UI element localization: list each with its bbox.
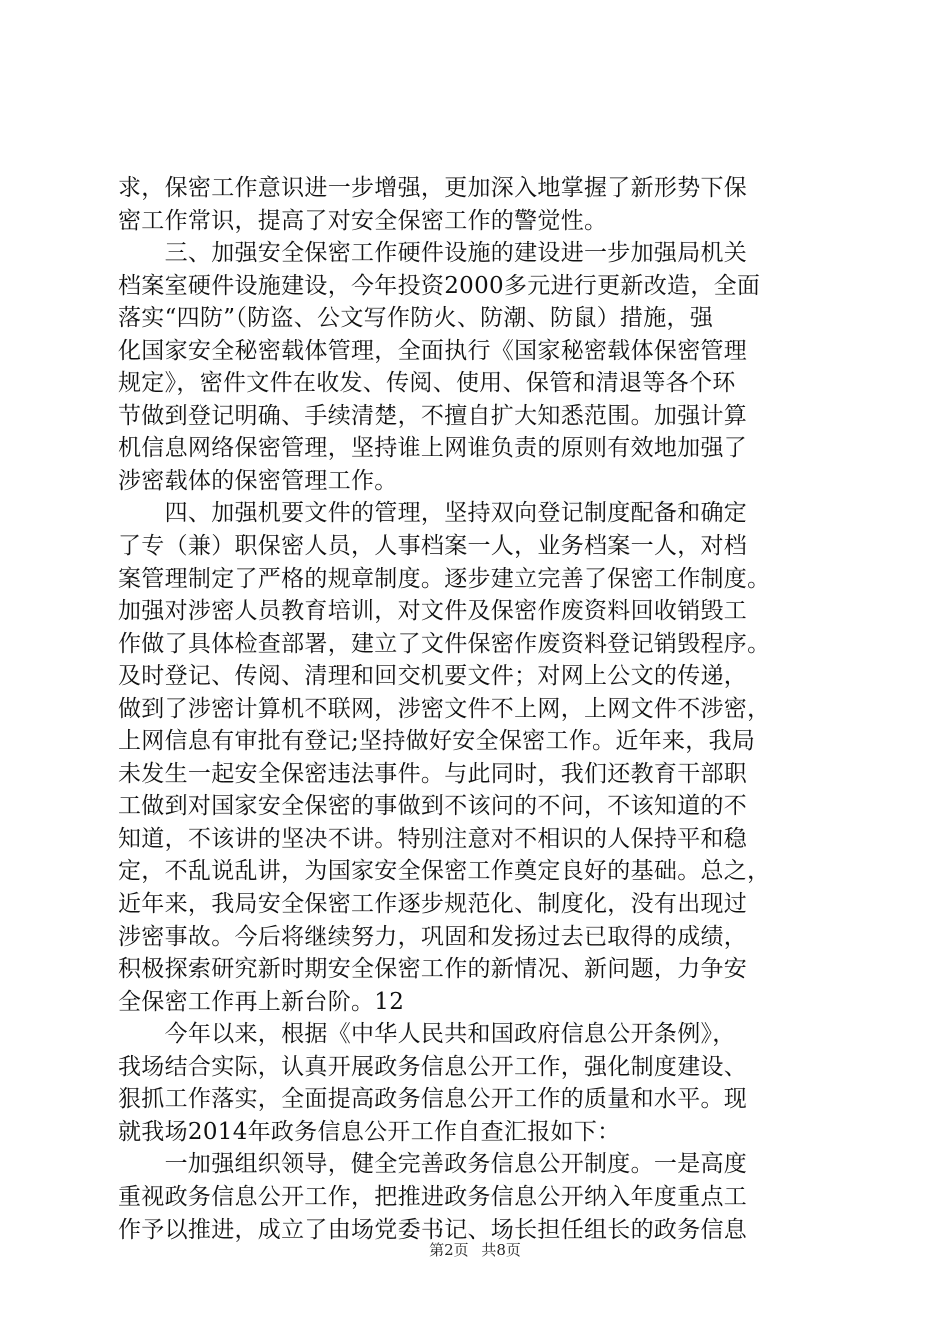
text-line: 机信息网络保密管理，坚持谁上网谁负责的原则有效地加强了 bbox=[118, 435, 748, 462]
text-line: 档案室硬件设施建设，今年投资2000多元进行更新改造，全面 bbox=[118, 272, 761, 299]
text-line: 定，不乱说乱讲，为国家安全保密工作奠定良好的基础。总之， bbox=[118, 858, 771, 885]
text-line: 化国家安全秘密载体管理，全面执行《国家秘密载体保密管理 bbox=[118, 337, 748, 364]
text-line: 作做了具体检查部署，建立了文件保密作废资料登记销毁程序。 bbox=[118, 630, 771, 657]
text-line: 上网信息有审批有登记;坚持做好安全保密工作。近年来，我局 bbox=[118, 728, 756, 755]
text-line: 工做到对国家安全保密的事做到不该问的不问，不该知道的不 bbox=[118, 793, 748, 820]
text-line: 落实“四防”（防盗、公文写作防火、防潮、防鼠）措施，强 bbox=[118, 305, 714, 332]
text-line: 密工作常识，提高了对安全保密工作的警觉性。 bbox=[118, 207, 608, 234]
text-line: 作予以推进，成立了由场党委书记、场长担任组长的政务信息 bbox=[118, 1216, 748, 1243]
text-line: 求，保密工作意识进一步增强，更加深入地掌握了新形势下保 bbox=[118, 175, 748, 201]
text-line: 四、加强机要文件的管理，坚持双向登记制度配备和确定 bbox=[118, 500, 748, 527]
text-line: 及时登记、传阅、清理和回交机要文件；对网上公文的传递， bbox=[118, 663, 748, 690]
text-line: 知道，不该讲的坚决不讲。特别注意对不相识的人保持平和稳 bbox=[118, 825, 748, 852]
text-line: 我场结合实际，认真开展政务信息公开工作，强化制度建设、 bbox=[118, 1053, 748, 1080]
text-line: 重视政务信息公开工作，把推进政务信息公开纳入年度重点工 bbox=[118, 1183, 748, 1210]
text-line: 三、加强安全保密工作硬件设施的建设进一步加强局机关 bbox=[118, 240, 748, 267]
text-line: 涉密事故。今后将继续努力，巩固和发扬过去已取得的成绩， bbox=[118, 923, 748, 950]
page-total: 共8页 bbox=[481, 1241, 521, 1259]
text-line: 狠抓工作落实，全面提高政务信息公开工作的质量和水平。现 bbox=[118, 1086, 748, 1113]
text-line: 节做到登记明确、手续清楚，不擅自扩大知悉范围。加强计算 bbox=[118, 402, 748, 429]
text-line: 积极探索研究新时期安全保密工作的新情况、新问题，力争安 bbox=[118, 956, 748, 983]
text-line: 今年以来，根据《中华人民共和国政府信息公开条例》， bbox=[118, 1021, 736, 1048]
text-line: 涉密载体的保密管理工作。 bbox=[118, 467, 398, 494]
page-footer bbox=[0, 1240, 950, 1260]
text-line: 了专（兼）职保密人员，人事档案一人，业务档案一人，对档 bbox=[118, 533, 748, 560]
text-line: 就我场2014年政务信息公开工作自查汇报如下： bbox=[118, 1118, 621, 1145]
text-line: 一加强组织领导，健全完善政务信息公开制度。一是高度 bbox=[118, 1151, 748, 1178]
text-line: 规定》，密件文件在收发、传阅、使用、保管和清退等各个环 bbox=[118, 370, 736, 397]
text-line: 未发生一起安全保密违法事件。与此同时，我们还教育干部职 bbox=[118, 760, 748, 787]
text-line: 案管理制定了严格的规章制度。逐步建立完善了保密工作制度。 bbox=[118, 565, 771, 592]
text-line: 全保密工作再上新台阶。12 bbox=[118, 988, 405, 1015]
text-line: 近年来，我局安全保密工作逐步规范化、制度化，没有出现过 bbox=[118, 891, 748, 918]
page-number: 第2页 bbox=[429, 1241, 469, 1259]
document-body bbox=[118, 172, 838, 1246]
text-line: 加强对涉密人员教育培训，对文件及保密作废资料回收销毁工 bbox=[118, 598, 748, 625]
text-line: 做到了涉密计算机不联网，涉密文件不上网，上网文件不涉密， bbox=[118, 695, 771, 722]
